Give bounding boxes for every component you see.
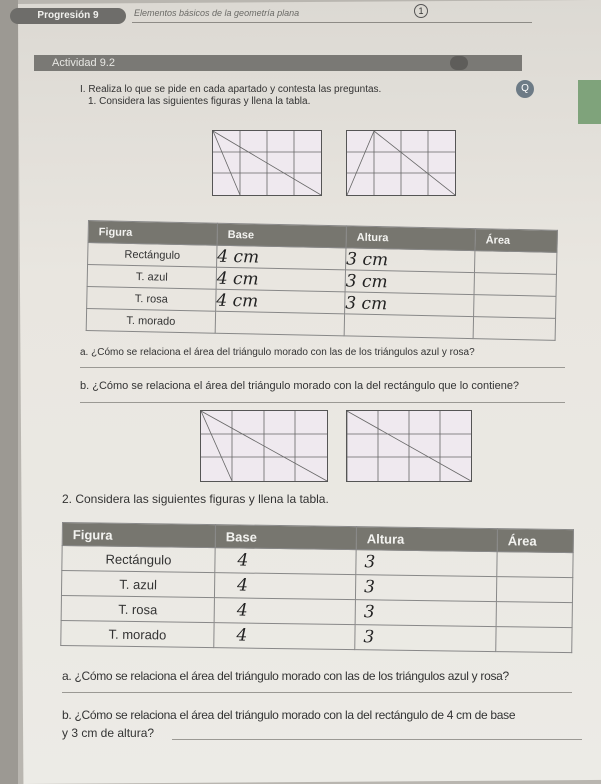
part1-table: [86, 220, 558, 341]
row-area[interactable]: [474, 251, 556, 275]
part2-question-b-line2: y 3 cm de altura?: [62, 726, 155, 740]
row-base[interactable]: 4: [215, 548, 356, 575]
answer-line-2b: [172, 739, 582, 740]
row-height[interactable]: 3: [355, 625, 496, 652]
row-height[interactable]: 3 cm: [346, 248, 475, 273]
row-figure: Rectángulo: [62, 546, 215, 573]
answer-line-b1: [80, 402, 565, 403]
figure-rectangle-2-left: [200, 410, 328, 482]
grid-figure-left: [213, 131, 321, 195]
col-figure-header: Figura: [88, 221, 217, 246]
page-edge-shadow: [0, 0, 18, 784]
row-figure: Rectángulo: [88, 243, 217, 268]
activity-badge-icon: [450, 56, 468, 70]
row-area[interactable]: [496, 602, 572, 628]
grid-figure-2-right: [347, 411, 471, 481]
chapter-subtitle: Elementos básicos de la geometría plana: [134, 8, 300, 18]
col-height-header: Altura: [346, 226, 475, 251]
row-base[interactable]: 4 cm: [216, 289, 345, 314]
row-figure: T. rosa: [61, 595, 214, 622]
answer-line-a1: [80, 367, 565, 368]
activity-intro: I. Realiza lo que se pide en cada apartado y contesta las preguntas.: [80, 84, 382, 95]
progression-badge: Progresión 9: [10, 8, 126, 24]
row-area[interactable]: [474, 295, 556, 319]
page-marker-icon: 1: [414, 4, 428, 18]
row-area[interactable]: [496, 627, 572, 653]
figure-rectangle-2-right: [346, 410, 472, 482]
row-height[interactable]: 3: [355, 600, 496, 627]
part2-question-a: a. ¿Cómo se relaciona el área del triángulo morado con las de los triángulos azul y rosa?: [62, 669, 509, 683]
col-area-header: Área: [497, 529, 573, 553]
activity-title-bar: Actividad 9.2: [34, 55, 522, 71]
row-height[interactable]: [344, 314, 473, 339]
row-base[interactable]: 4 cm: [217, 245, 346, 270]
row-area[interactable]: [473, 317, 555, 341]
question-icon: Q: [516, 80, 534, 98]
part1-question-a: a. ¿Cómo se relaciona el área del triángulo morado con las de los triángulos azul y rosa?: [80, 347, 475, 358]
part2-instruction: 2. Considera las siguientes figuras y llena la tabla.: [62, 492, 329, 506]
row-area[interactable]: [474, 273, 556, 297]
answer-line-2a: [62, 692, 572, 693]
part1-question-b: b. ¿Cómo se relaciona el área del triángulo morado con la del rectángulo que lo contiene?: [80, 380, 520, 392]
grid-figure-2-left: [201, 411, 327, 481]
col-base-header: Base: [217, 223, 346, 248]
row-figure: T. azul: [87, 265, 216, 290]
row-figure: T. morado: [86, 308, 215, 333]
part2-table: [60, 522, 574, 653]
row-base[interactable]: [215, 311, 344, 336]
row-height[interactable]: 3: [356, 550, 497, 577]
row-height[interactable]: 3: [355, 575, 496, 602]
row-figure: T. morado: [61, 620, 214, 647]
row-base[interactable]: 4: [214, 623, 355, 650]
col-base-header: Base: [215, 525, 356, 550]
row-base[interactable]: 4 cm: [216, 267, 345, 292]
grid-figure-right: [347, 131, 455, 195]
row-base[interactable]: 4: [214, 598, 355, 625]
col-area-header: Área: [475, 229, 557, 253]
row-area[interactable]: [496, 577, 572, 603]
figure-rectangle-right: [346, 130, 456, 196]
row-height[interactable]: 3 cm: [345, 292, 474, 317]
figure-rectangle-left: [212, 130, 322, 196]
row-area[interactable]: [497, 552, 573, 578]
row-base[interactable]: 4: [214, 573, 355, 600]
col-height-header: Altura: [356, 527, 497, 552]
row-figure: T. rosa: [87, 286, 216, 311]
row-height[interactable]: 3 cm: [345, 270, 474, 295]
header-divider: [132, 22, 532, 23]
row-figure: T. azul: [61, 571, 214, 598]
part1-instruction: 1. Considera las siguientes figuras y llena la tabla.: [88, 96, 311, 107]
col-figure-header: Figura: [62, 523, 215, 548]
part2-question-b-line1: b. ¿Cómo se relaciona el área del triángulo morado con la del rectángulo de 4 cm de base: [62, 708, 516, 722]
side-tab: [578, 80, 601, 124]
